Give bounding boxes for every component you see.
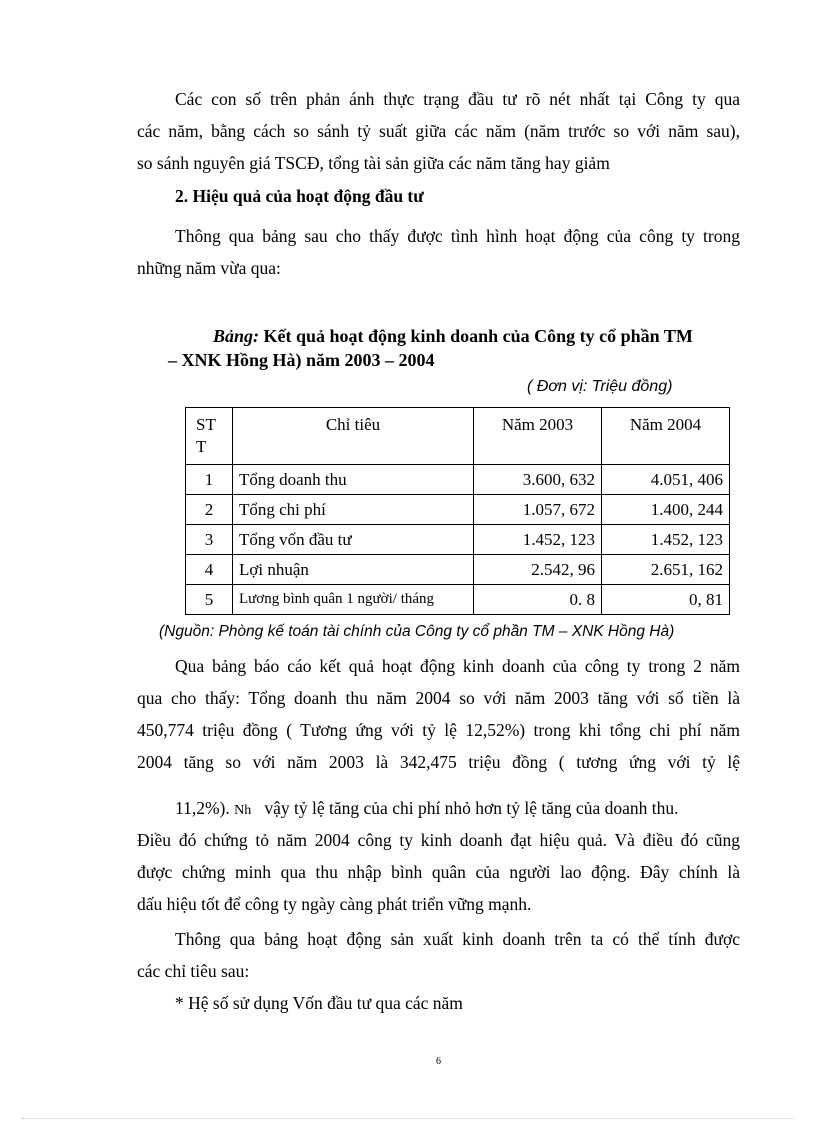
- cell-2004: 1.400, 244: [602, 495, 730, 525]
- paragraph-line: Các con số trên phản ánh thực trạng đầu tư rõ nét nhất tại Công ty qua: [175, 89, 740, 109]
- paragraph-line: 2004 tăng so với năm 2003 là 342,475 triệu đồng ( tương ứng với tỷ lệ: [137, 752, 740, 772]
- cell-2004: 1.452, 123: [602, 525, 730, 555]
- paragraph-line: được chứng minh qua thu nhập bình quân của người lao động. Đây chính là: [137, 862, 740, 882]
- paragraph-line: Thông qua bảng hoạt động sản xuất kinh doanh trên ta có thể tính được: [175, 929, 740, 949]
- paragraph-line: 450,774 triệu đồng ( Tương ứng với tỷ lệ 12,52%) trong khi tổng chi phí năm: [137, 720, 740, 740]
- cell-2003: 3.600, 632: [474, 465, 602, 495]
- header-chi-tieu: Chỉ tiêu: [233, 408, 474, 465]
- paragraph-line: các chỉ tiêu sau:: [137, 961, 250, 981]
- results-table: [185, 407, 730, 615]
- cell-stt: 3: [186, 525, 233, 555]
- cell-2004: 4.051, 406: [602, 465, 730, 495]
- bullet-item: * Hệ số sử dụng Vốn đầu tư qua các năm: [175, 993, 463, 1013]
- cell-name: Tổng doanh thu: [233, 465, 474, 495]
- cell-stt: 5: [186, 585, 233, 615]
- table-row: [186, 495, 730, 525]
- header-2003: Năm 2003: [474, 408, 602, 465]
- paragraph-line: Thông qua bảng sau cho thấy được tình hình hoạt động của công ty trong: [175, 226, 740, 246]
- table-header-row: [186, 408, 730, 465]
- cell-2004: 2.651, 162: [602, 555, 730, 585]
- paragraph-line: Qua bảng báo cáo kết quả hoạt động kinh doanh của công ty trong 2 năm: [175, 656, 740, 676]
- cell-stt: 4: [186, 555, 233, 585]
- cell-2004: 0, 81: [602, 585, 730, 615]
- cell-2003: 1.057, 672: [474, 495, 602, 525]
- cell-2003: 0. 8: [474, 585, 602, 615]
- paragraph-line: những năm vừa qua:: [137, 258, 281, 278]
- paragraph-line: so sánh nguyên giá TSCĐ, tổng tài sản giữa các năm tăng hay giảm: [137, 153, 610, 173]
- header-stt: ST T: [186, 408, 233, 465]
- table-row: [186, 585, 730, 615]
- table-caption: Bảng: Kết quả hoạt động kinh doanh của Công ty cổ phần TM: [213, 326, 693, 346]
- cell-name: Tổng chi phí: [233, 495, 474, 525]
- paragraph-line: các năm, bằng cách so sánh tỷ suất giữa các năm (năm trước so với năm sau),: [137, 121, 740, 141]
- page-divider: [22, 1118, 794, 1119]
- paragraph-line: qua cho thấy: Tổng doanh thu năm 2004 so với năm 2003 tăng với số tiền là: [137, 688, 740, 708]
- table-row: [186, 525, 730, 555]
- section-heading: 2. Hiệu quả của hoạt động đầu tư: [175, 186, 424, 206]
- table-source: (Nguồn: Phòng kế toán tài chính của Công ty cổ phần TM – XNK Hồng Hà): [159, 623, 675, 640]
- paragraph-line: dấu hiệu tốt để công ty ngày càng phát triển vững mạnh.: [137, 894, 532, 914]
- cell-name: Lợi nhuận: [233, 555, 474, 585]
- header-2004: Năm 2004: [602, 408, 730, 465]
- unit-label: ( Đơn vị: Triệu đồng): [527, 378, 673, 395]
- cell-name: Lương bình quân 1 người/ tháng: [233, 585, 474, 615]
- paragraph-line: 11,2%). Nh vậy tỷ lệ tăng của chi phí nhỏ hơn tỷ lệ tăng của doanh thu.: [175, 798, 679, 818]
- cell-2003: 1.452, 123: [474, 525, 602, 555]
- cell-2003: 2.542, 96: [474, 555, 602, 585]
- table-row: [186, 555, 730, 585]
- page-number: 6: [436, 1056, 441, 1067]
- paragraph-line: Điều đó chứng tỏ năm 2004 công ty kinh doanh đạt hiệu quả. Và điều đó cũng: [137, 830, 740, 850]
- cell-name: Tổng vốn đầu tư: [233, 525, 474, 555]
- table-caption-line2: – XNK Hồng Hà) năm 2003 – 2004: [168, 350, 435, 370]
- cell-stt: 1: [186, 465, 233, 495]
- cell-stt: 2: [186, 495, 233, 525]
- table-row: [186, 465, 730, 495]
